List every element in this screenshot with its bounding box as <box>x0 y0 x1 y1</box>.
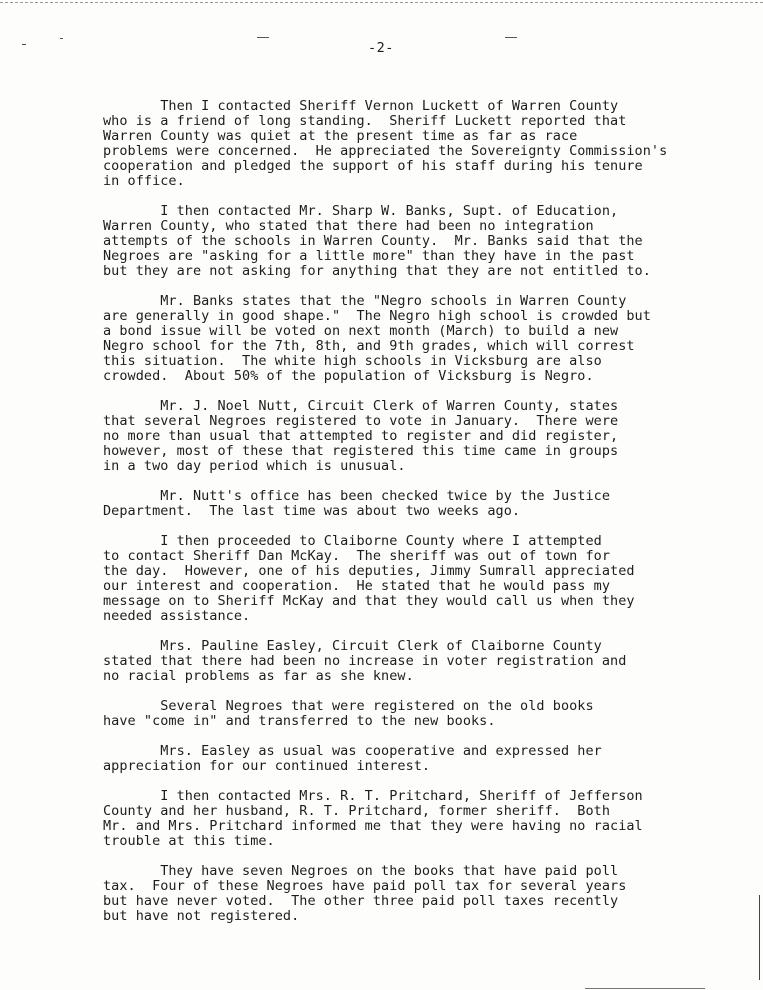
text-line: Mr. J. Noel Nutt, Circuit Clerk of Warren County, states <box>103 398 619 414</box>
text-line: Mr. Banks states that the "Negro schools in Warren County <box>103 293 627 309</box>
paragraph <box>103 699 743 729</box>
text-line: Negroes are "asking for a little more" than they have in the past <box>103 248 635 264</box>
paragraph <box>103 99 743 189</box>
paragraph <box>103 489 743 519</box>
text-line: Department. The last time was about two weeks ago. <box>103 503 521 519</box>
text-line: the day. However, one of his deputies, Jimmy Sumrall appreciated <box>103 563 635 579</box>
scan-speck <box>257 37 269 38</box>
text-line: however, most of these that registered this time came in groups <box>103 443 619 459</box>
text-line: Warren County, who stated that there had been no integration <box>103 218 594 234</box>
text-line: Warren County was quiet at the present time as far as race <box>103 128 578 144</box>
text-line: but they are not asking for anything that they are not entitled to. <box>103 263 651 279</box>
text-line: Mr. and Mrs. Pritchard informed me that they were having no racial <box>103 818 643 834</box>
paragraph <box>103 534 743 624</box>
page-number: -2- <box>368 40 394 56</box>
text-line: have "come in" and transferred to the new books. <box>103 713 496 729</box>
text-line: Then I contacted Sheriff Vernon Luckett of Warren County <box>103 98 619 114</box>
scan-speck <box>60 38 63 39</box>
paragraph <box>103 204 743 279</box>
text-line: I then contacted Mr. Sharp W. Banks, Supt. of Education, <box>103 203 619 219</box>
paragraph <box>103 744 743 774</box>
text-line: tax. Four of these Negroes have paid poll tax for several years <box>103 878 627 894</box>
text-line: problems were concerned. He appreciated the Sovereignty Commission's <box>103 143 668 159</box>
text-line: crowded. About 50% of the population of Vicksburg is Negro. <box>103 368 594 384</box>
text-line: Mrs. Pauline Easley, Circuit Clerk of Claiborne County <box>103 638 602 654</box>
text-line: a bond issue will be voted on next month (March) to build a new <box>103 323 619 339</box>
text-line: I then proceeded to Claiborne County where I attempted <box>103 533 602 549</box>
document-body <box>103 99 743 939</box>
text-line: cooperation and pledged the support of his staff during his tenure <box>103 158 643 174</box>
text-line: They have seven Negroes on the books that have paid poll <box>103 863 619 879</box>
scan-speck <box>505 37 517 38</box>
scan-speck <box>22 44 26 45</box>
text-line: message on to Sheriff McKay and that they would call us when they <box>103 593 635 609</box>
text-line: Mrs. Easley as usual was cooperative and expressed her <box>103 743 602 759</box>
text-line: Several Negroes that were registered on the old books <box>103 698 594 714</box>
text-line: who is a friend of long standing. Sheriff Luckett reported that <box>103 113 627 129</box>
text-line: this situation. The white high schools in Vicksburg are also <box>103 353 602 369</box>
text-line: that several Negroes registered to vote in January. There were <box>103 413 619 429</box>
text-line: trouble at this time. <box>103 833 275 849</box>
text-line: in office. <box>103 173 185 189</box>
text-line: needed assistance. <box>103 608 251 624</box>
text-line: our interest and cooperation. He stated that he would pass my <box>103 578 611 594</box>
top-edge-dotted-line <box>0 2 763 3</box>
text-line: Negro school for the 7th, 8th, and 9th grades, which will correst <box>103 338 635 354</box>
scan-bottom-mark <box>585 988 705 989</box>
text-line: in a two day period which is unusual. <box>103 458 406 474</box>
paragraph <box>103 789 743 849</box>
paragraph <box>103 864 743 924</box>
text-line: but have never voted. The other three paid poll taxes recently <box>103 893 619 909</box>
text-line: no more than usual that attempted to register and did register, <box>103 428 619 444</box>
text-line: Mr. Nutt's office has been checked twice by the Justice <box>103 488 611 504</box>
text-line: are generally in good shape." The Negro high school is crowded but <box>103 308 651 324</box>
text-line: no racial problems as far as she knew. <box>103 668 414 684</box>
paragraph <box>103 639 743 684</box>
text-line: to contact Sheriff Dan McKay. The sheriff was out of town for <box>103 548 611 564</box>
text-line: County and her husband, R. T. Pritchard, former sheriff. Both <box>103 803 611 819</box>
text-line: stated that there had been no increase in voter registration and <box>103 653 627 669</box>
text-line: I then contacted Mrs. R. T. Pritchard, Sheriff of Jefferson <box>103 788 643 804</box>
paragraph <box>103 294 743 384</box>
text-line: but have not registered. <box>103 908 300 924</box>
text-line: appreciation for our continued interest. <box>103 758 431 774</box>
paragraph <box>103 399 743 474</box>
scan-edge-mark <box>759 895 760 980</box>
text-line: attempts of the schools in Warren County. Mr. Banks said that the <box>103 233 643 249</box>
